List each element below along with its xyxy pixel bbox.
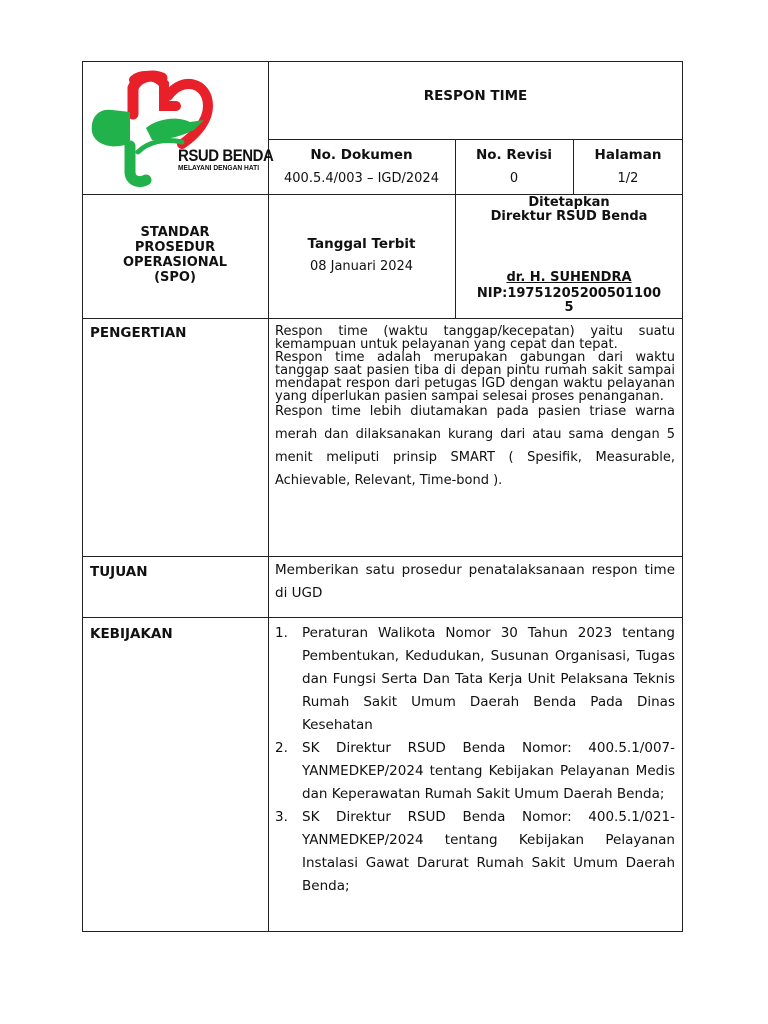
divider (82, 318, 683, 319)
list-number: 1. (275, 625, 288, 641)
no-revisi-value: 0 (509, 171, 519, 186)
spo-line: OPERASIONAL (122, 255, 227, 270)
no-dokumen-label: No. Dokumen (310, 147, 413, 163)
list-text: SK Direktur RSUD Benda Nomor: 400.5.1/021-YANMEDKEP/2024 tentang Kebijakan Pelayanan Instalasi Gawat Darurat Rumah Sakit Umum Daerah Benda; (302, 809, 675, 894)
document-title: RESPON TIME (423, 88, 528, 104)
tanggal-terbit-value: 08 Januari 2024 (309, 259, 414, 274)
pengertian-p2: Respon time adalah merupakan gabungan dari waktu tanggap saat pasien tiba di depan pintu rumah sakit sampai mendapat respon dari petugas IGD dengan waktu pelayanan yang diperlukan pasien sampai selesai proses penanganan. (275, 350, 675, 404)
tujuan-label: TUJUAN (90, 564, 148, 580)
list-text: SK Direktur RSUD Benda Nomor: 400.5.1/007-YANMEDKEP/2024 tentang Kebijakan Pelayanan Medis dan Keperawatan Rumah Sakit Umum Daerah Benda; (302, 740, 675, 802)
kebijakan-label: KEBIJAKAN (90, 626, 173, 642)
spo-line: (SPO) (154, 270, 196, 285)
signer-nip: NIP:19751205200501100 (476, 286, 662, 301)
no-dokumen-value: 400.5.4/003 – IGD/2024 (284, 171, 439, 186)
divider (82, 617, 683, 618)
ditetapkan-label: Ditetapkan (528, 195, 610, 210)
spo-title (82, 225, 268, 285)
pengertian-p1: Respon time (waktu tanggap/kecepatan) yaitu suatu kemampuan untuk pelayanan yang cepat dan tepat. (275, 324, 675, 352)
divider (268, 139, 683, 140)
spo-line: PROSEDUR (134, 240, 216, 255)
tujuan-text: Memberikan satu prosedur penatalaksanaan respon time di UGD (275, 562, 675, 601)
logo-tagline: MELAYANI DENGAN HATI (178, 165, 260, 172)
spo-line: STANDAR (140, 225, 210, 240)
list-item (270, 622, 675, 737)
halaman-label: Halaman (594, 147, 662, 163)
divider (268, 61, 269, 932)
pengertian-label: PENGERTIAN (90, 325, 187, 341)
tanggal-terbit-label: Tanggal Terbit (307, 236, 416, 252)
list-item (270, 737, 675, 806)
list-number: 2. (275, 740, 288, 756)
logo-name: RSUD BENDA (178, 146, 274, 165)
halaman-value: 1/2 (617, 171, 639, 186)
signer-nip-cont: 5 (564, 300, 574, 315)
list-item (270, 806, 675, 898)
list-number: 3. (275, 809, 288, 825)
signer-name: dr. H. SUHENDRA (506, 270, 632, 285)
hospital-logo (86, 66, 274, 190)
pengertian-p3: Respon time lebih diutamakan pada pasien triase warna merah dan dilaksanakan kurang dari atau sama dengan 5 menit meliputi prinsip SMART ( Spesifik, Measurable, Achievable, Relevant, Time-bond ). (275, 404, 675, 488)
kebijakan-list (270, 622, 675, 898)
no-revisi-label: No. Revisi (475, 147, 553, 163)
pengertian-content (275, 325, 675, 492)
list-text: Peraturan Walikota Nomor 30 Tahun 2023 tentang Pembentukan, Kedudukan, Susunan Organisasi, Tugas dan Fungsi Serta Dan Tata Kerja Unit Pelaksana Teknis Rumah Sakit Umum Daerah Benda Pada Dinas Kesehatan (302, 625, 675, 733)
divider (82, 556, 683, 557)
direktur-label: Direktur RSUD Benda (490, 209, 648, 224)
